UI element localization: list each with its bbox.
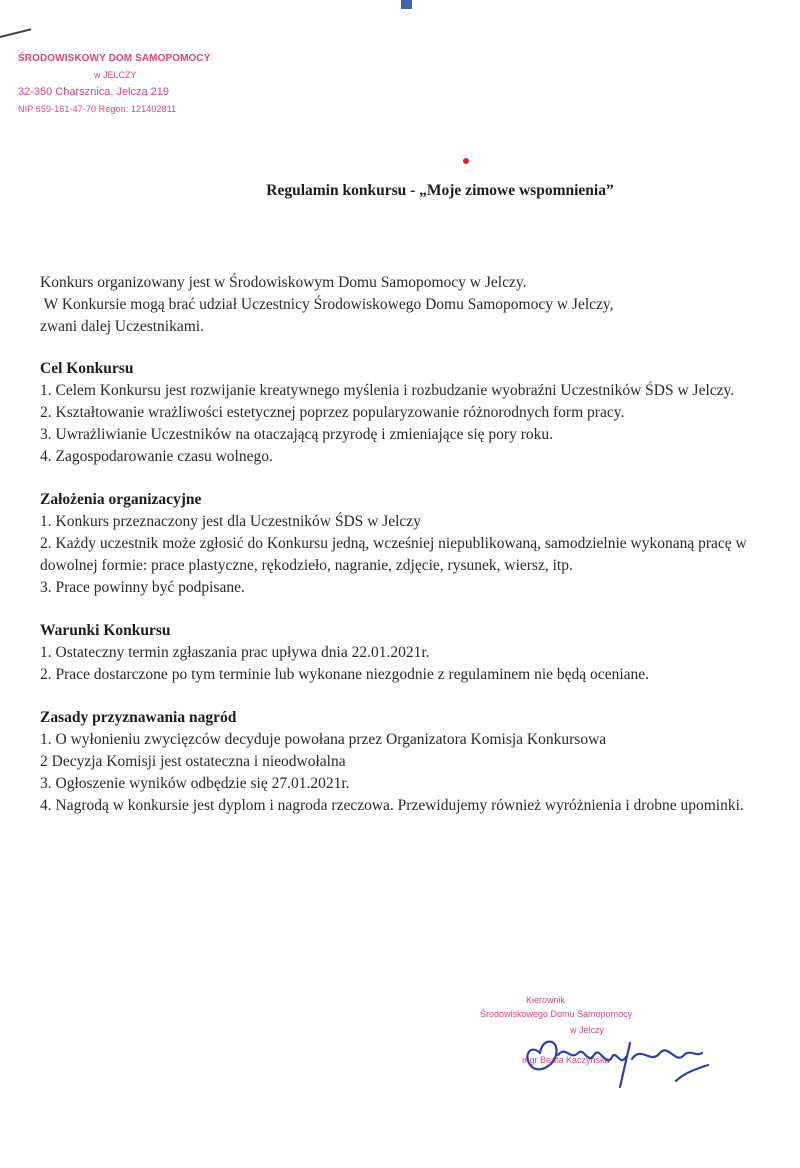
scan-edge-mark — [401, 0, 412, 9]
section-heading: Cel Konkursu — [40, 360, 134, 377]
signature-stamp-town: w Jelczy — [570, 1025, 605, 1035]
section-warunki-konkursu — [40, 620, 780, 686]
section-item: 1. O wyłonieniu zwycięzców decyduje powołana przez Organizatora Komisja Konkursowa — [40, 731, 607, 748]
stamp-line-ids: NIP 659-161-47-70 Regon: 121402811 — [18, 104, 177, 114]
intro-line: Konkurs organizowany jest w Środowiskowym Domu Samopomocy w Jelczy. — [40, 274, 527, 291]
section-cel-konkursu — [40, 358, 780, 468]
section-heading: Zasady przyznawania nagród — [40, 709, 237, 726]
stamp-line-address: 32-350 Charsznica, Jelcza 219 — [18, 86, 170, 98]
section-heading: Założenia organizacyjne — [40, 491, 202, 508]
section-item: 3. Uwrażliwianie Uczestników na otaczającą przyrodę i zmieniające się pory roku. — [40, 426, 553, 443]
red-dot-mark — [463, 158, 469, 164]
section-item: 4. Zagospodarowanie czasu wolnego. — [40, 448, 273, 465]
section-item: 1. Konkurs przeznaczony jest dla Uczestników ŚDS w Jelczy — [40, 513, 421, 530]
organization-stamp — [18, 50, 218, 118]
signature-stamp-role: Kierownik — [526, 995, 566, 1005]
signature-stamp-person: mgr Beata Kaczyńska — [522, 1055, 610, 1065]
scan-edge-line — [0, 28, 31, 37]
section-item: 3. Ogłoszenie wyników odbędzie się 27.01.2021r. — [40, 775, 350, 792]
stamp-line-town: w JELCZY — [94, 70, 137, 80]
signature-stamp-institution: Środowiskowego Domu Samopomocy — [480, 1009, 633, 1019]
document-body — [40, 272, 780, 817]
section-item: 3. Prace powinny być podpisane. — [40, 579, 245, 596]
section-item: 2. Kształtowanie wrażliwości estetycznej poprzez popularyzowanie różnorodnych form pracy. — [40, 404, 625, 421]
stamp-line-name: ŚRODOWISKOWY DOM SAMOPOMOCY — [18, 53, 211, 64]
handwritten-signature-icon — [470, 995, 720, 1105]
signature-block — [470, 995, 720, 1105]
section-item: 2. Prace dostarczone po tym terminie lub wykonane niezgodnie z regulaminem nie będą oceniane. — [40, 666, 650, 683]
section-item: 2 Decyzja Komisji jest ostateczna i nieodwołalna — [40, 753, 346, 770]
section-item: 1. Ostateczny termin zgłaszania prac upływa dnia 22.01.2021r. — [40, 644, 430, 661]
intro-line: zwani dalej Uczestnikami. — [40, 318, 204, 335]
section-zasady-przyznawania-nagrod — [40, 707, 780, 817]
section-item: 1. Celem Konkursu jest rozwijanie kreatywnego myślenia i rozbudzanie wyobraźni Uczestników ŚDS w Jelczy. — [40, 382, 735, 399]
section-item: 4. Nagrodą w konkursie jest dyplom i nagroda rzeczowa. Przewidujemy również wyróżnienia i drobne upominki. — [40, 797, 744, 814]
section-item: 2. Każdy uczestnik może zgłosić do Konkursu jedną, wcześniej niepublikowaną, samodzielnie wykonaną pracę w dowolnej formie: prace plastyczne, rękodzieło, nagranie, zdjęcie, rysunek, wiersz, itp. — [40, 535, 747, 574]
document-title: Regulamin konkursu - „Moje zimowe wspomnienia” — [266, 182, 614, 199]
section-zalozenia-organizacyjne — [40, 489, 780, 599]
intro-line: W Konkursie mogą brać udział Uczestnicy Środowiskowego Domu Samopomocy w Jelczy, — [40, 296, 614, 313]
section-heading: Warunki Konkursu — [40, 622, 171, 639]
intro — [40, 272, 780, 338]
